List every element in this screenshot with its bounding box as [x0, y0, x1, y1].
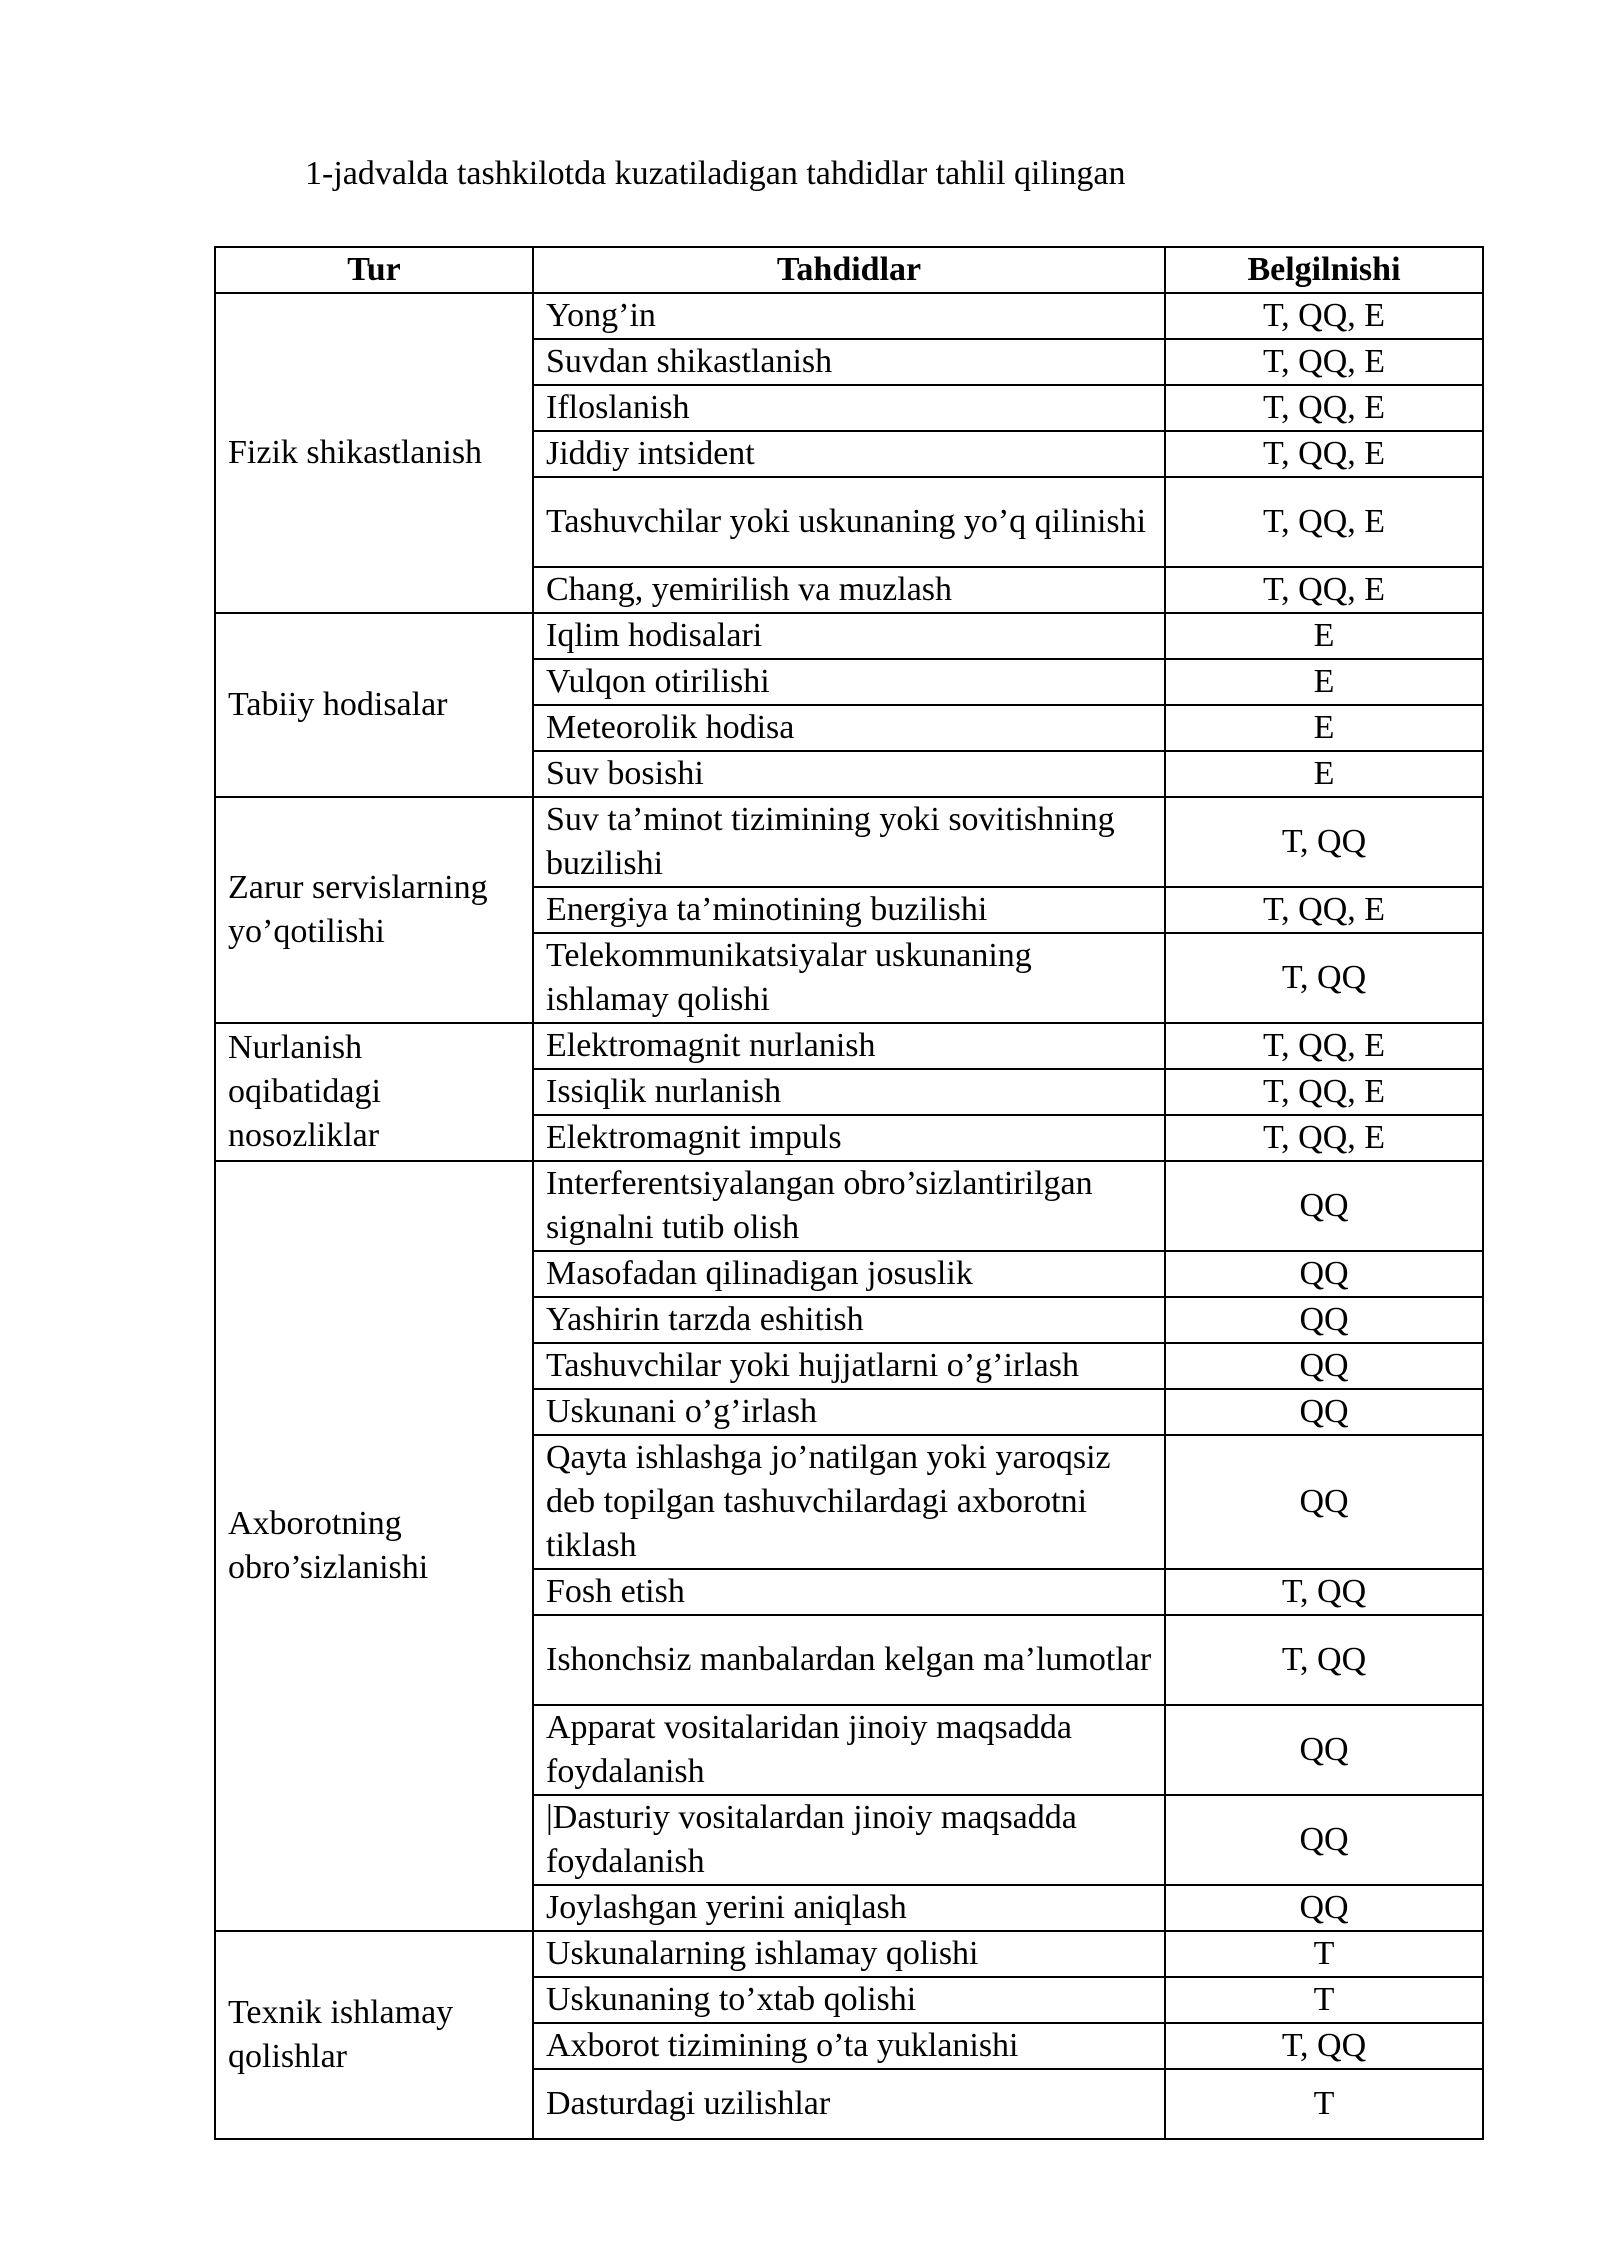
mark-cell: QQ — [1165, 1297, 1483, 1343]
threat-cell: |Dasturiy vositalardan jinoiy maqsadda foydalanish — [533, 1795, 1165, 1885]
mark-cell: T, QQ, E — [1165, 385, 1483, 431]
mark-cell: E — [1165, 751, 1483, 797]
threat-cell: Suv ta’minot tizimining yoki sovitishning buzilishi — [533, 797, 1165, 887]
threat-cell: Apparat vositalaridan jinoiy maqsadda foydalanish — [533, 1705, 1165, 1795]
threat-cell: Dasturdagi uzilishlar — [533, 2069, 1165, 2139]
threat-cell: Chang, yemirilish va muzlash — [533, 567, 1165, 613]
mark-cell: QQ — [1165, 1251, 1483, 1297]
threat-cell: Uskunaning to’xtab qolishi — [533, 1977, 1165, 2023]
mark-cell: T, QQ, E — [1165, 1069, 1483, 1115]
mark-cell: T, QQ, E — [1165, 293, 1483, 339]
mark-cell: T, QQ — [1165, 2023, 1483, 2069]
table-row — [215, 1161, 1483, 1251]
threat-cell: Suv bosishi — [533, 751, 1165, 797]
mark-cell: T, QQ — [1165, 933, 1483, 1023]
mark-cell: T, QQ — [1165, 1615, 1483, 1705]
mark-cell: QQ — [1165, 1343, 1483, 1389]
threat-cell: Elektromagnit nurlanish — [533, 1023, 1165, 1069]
mark-cell: QQ — [1165, 1161, 1483, 1251]
threat-cell: Tashuvchilar yoki uskunaning yo’q qilinishi — [533, 477, 1165, 567]
threat-cell: Vulqon otirilishi — [533, 659, 1165, 705]
threat-cell: Yong’in — [533, 293, 1165, 339]
group-label: Nurlanish oqibatidagi nosozliklar — [215, 1023, 533, 1161]
mark-cell: T — [1165, 1977, 1483, 2023]
threat-cell: Joylashgan yerini aniqlash — [533, 1885, 1165, 1931]
mark-cell: T, QQ, E — [1165, 1115, 1483, 1161]
mark-cell: QQ — [1165, 1885, 1483, 1931]
threat-cell: Iqlim hodisalari — [533, 613, 1165, 659]
threat-cell: Issiqlik nurlanish — [533, 1069, 1165, 1115]
threat-cell: Qayta ishlashga jo’natilgan yoki yaroqsiz deb topilgan tashuvchilardagi axborotni tiklash — [533, 1435, 1165, 1569]
group-label: Fizik shikastlanish — [215, 293, 533, 613]
mark-cell: E — [1165, 659, 1483, 705]
mark-cell: T, QQ, E — [1165, 1023, 1483, 1069]
mark-cell: T, QQ, E — [1165, 339, 1483, 385]
table-row — [215, 1931, 1483, 1977]
mark-cell: E — [1165, 705, 1483, 751]
mark-cell: T, QQ — [1165, 1569, 1483, 1615]
mark-cell: QQ — [1165, 1389, 1483, 1435]
threat-cell: Ishonchsiz manbalardan kelgan ma’lumotlar — [533, 1615, 1165, 1705]
mark-cell: T, QQ, E — [1165, 567, 1483, 613]
group-label: Axborotning obro’sizlanishi — [215, 1161, 533, 1931]
mark-cell: T, QQ — [1165, 797, 1483, 887]
threats-table — [214, 246, 1484, 2140]
mark-cell: T, QQ, E — [1165, 431, 1483, 477]
mark-cell: QQ — [1165, 1435, 1483, 1569]
header-tur: Tur — [215, 247, 533, 293]
table-row — [215, 1023, 1483, 1069]
group-label: Tabiiy hodisalar — [215, 613, 533, 797]
threat-cell: Jiddiy intsident — [533, 431, 1165, 477]
threat-cell: Elektromagnit impuls — [533, 1115, 1165, 1161]
table-caption: 1-jadvalda tashkilotda kuzatiladigan tahdidlar tahlil qilingan — [305, 155, 1126, 192]
threat-cell: Meteorolik hodisa — [533, 705, 1165, 751]
table-row — [215, 797, 1483, 887]
threat-cell: Tashuvchilar yoki hujjatlarni o’g’irlash — [533, 1343, 1165, 1389]
header-tahdidlar: Tahdidlar — [533, 247, 1165, 293]
threat-cell: Masofadan qilinadigan josuslik — [533, 1251, 1165, 1297]
threat-cell: Axborot tizimining o’ta yuklanishi — [533, 2023, 1165, 2069]
header-belgilnishi: Belgilnishi — [1165, 247, 1483, 293]
mark-cell: QQ — [1165, 1795, 1483, 1885]
table-header-row — [215, 247, 1483, 293]
threat-cell: Telekommunikatsiyalar uskunaning ishlamay qolishi — [533, 933, 1165, 1023]
mark-cell: T — [1165, 1931, 1483, 1977]
threat-cell: Uskunani o’g’irlash — [533, 1389, 1165, 1435]
table-row — [215, 293, 1483, 339]
mark-cell: T, QQ, E — [1165, 887, 1483, 933]
group-label: Zarur servislarning yo’qotilishi — [215, 797, 533, 1023]
threat-cell: Interferentsiyalangan obro’sizlantirilgan signalni tutib olish — [533, 1161, 1165, 1251]
threat-cell: Energiya ta’minotining buzilishi — [533, 887, 1165, 933]
group-label: Texnik ishlamay qolishlar — [215, 1931, 533, 2139]
mark-cell: T, QQ, E — [1165, 477, 1483, 567]
mark-cell: E — [1165, 613, 1483, 659]
threat-cell: Fosh etish — [533, 1569, 1165, 1615]
threat-cell: Suvdan shikastlanish — [533, 339, 1165, 385]
mark-cell: QQ — [1165, 1705, 1483, 1795]
mark-cell: T — [1165, 2069, 1483, 2139]
table-row — [215, 613, 1483, 659]
threat-cell: Ifloslanish — [533, 385, 1165, 431]
threat-cell: Uskunalarning ishlamay qolishi — [533, 1931, 1165, 1977]
threat-cell: Yashirin tarzda eshitish — [533, 1297, 1165, 1343]
